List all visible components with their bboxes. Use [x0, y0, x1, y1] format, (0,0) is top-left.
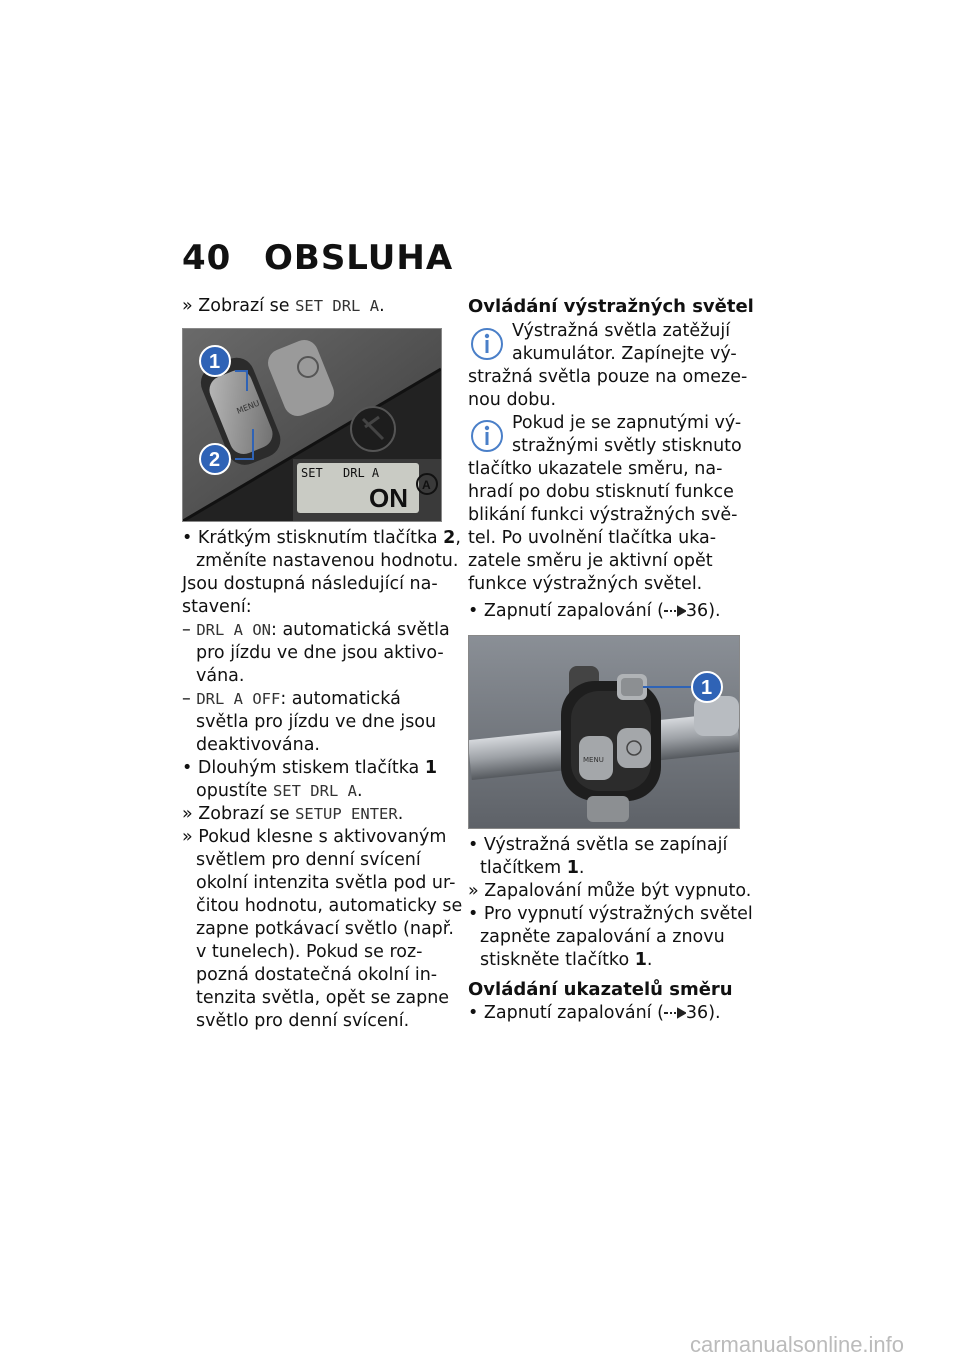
watermark: carmanualsonline.info [690, 1332, 905, 1357]
display-code: SET DRL A [295, 297, 380, 315]
result-line: » Zapalování může být vypnuto. [468, 881, 752, 901]
dash-line [182, 688, 401, 711]
text-line: světla pro jízdu ve dne jsou [196, 712, 437, 732]
text-line: tenzita světla, opět se zapne [196, 988, 450, 1008]
text: . [356, 781, 363, 801]
text-line: změníte nastavenou hodnotu. [196, 551, 459, 571]
callout-1: 1 [701, 677, 713, 699]
result-line [182, 295, 385, 318]
text: . [578, 858, 585, 878]
lcd-drl-icon: A [422, 478, 431, 492]
display-code: DRL A OFF [196, 690, 281, 708]
text-line: v tunelech). Pokud se roz- [196, 942, 423, 962]
bullet-line [468, 1002, 721, 1025]
bullet-line: • Pro vypnutí výstražných světel [468, 904, 753, 924]
bullet-line [182, 527, 461, 550]
note-line: nou dobu. [468, 390, 557, 410]
section-title: OBSLUHA [264, 238, 454, 278]
text: – [182, 620, 197, 640]
text: » Zobrazí se [182, 804, 296, 824]
page-ref: 36 [685, 1003, 709, 1023]
callout-2: 2 [209, 449, 221, 471]
text-line [196, 780, 363, 803]
text-line: okolní intenzita světla pod ur- [196, 873, 456, 893]
menu-button-label: MENU [583, 756, 604, 764]
text-line: zapne potkávací světlo (např. [196, 919, 454, 939]
figure-hazard-switch [468, 635, 740, 829]
note-line: funkce výstražných světel. [468, 574, 703, 594]
lcd-text-drl: DRL A [343, 466, 380, 480]
text-line: stavení: [182, 597, 252, 617]
text-line: vána. [196, 666, 245, 686]
text: , [455, 528, 461, 548]
info-icon [470, 322, 504, 366]
text-line: pro jízdu ve dne jsou aktivo- [196, 643, 444, 663]
text-line: deaktivována. [196, 735, 320, 755]
figure-handlebar-display [182, 328, 442, 522]
page-number: 40 [182, 238, 232, 278]
result-line: » Pokud klesne s aktivovaným [182, 827, 447, 847]
note-line: zatele směru je aktivní opět [468, 551, 713, 571]
text: : automatická světla [270, 620, 450, 640]
text-line: světlem pro denní svícení [196, 850, 421, 870]
note-line: blikání funkci výstražných svě- [468, 505, 738, 525]
text: : automatická [280, 689, 401, 709]
text-line: Jsou dostupná následující na- [182, 574, 438, 594]
text: opustíte [196, 781, 273, 801]
arrow-ref-icon [664, 1006, 686, 1020]
text: . [397, 804, 404, 824]
text-line: čitou hodnotu, automaticky se [196, 896, 463, 916]
text: ). [708, 1003, 721, 1023]
text: – [182, 689, 197, 709]
note-line: Výstražná světla zatěžují [512, 321, 731, 341]
text: . [646, 950, 653, 970]
callout-1: 1 [209, 351, 221, 373]
ref-number: 1 [566, 858, 579, 878]
page-ref: 36 [685, 601, 709, 621]
display-code: DRL A ON [196, 621, 271, 639]
text: • Zapnutí zapalování ( [468, 1003, 664, 1023]
text-line: pozná dostatečná okolní in- [196, 965, 438, 985]
text-line: zapněte zapalování a znovu [480, 927, 725, 947]
text: ). [708, 601, 721, 621]
figure-illustration [183, 329, 441, 521]
info-icon [470, 414, 504, 458]
text: tlačítkem [480, 858, 567, 878]
note-line: tlačítko ukazatele směru, na- [468, 459, 723, 479]
dash-line [182, 619, 450, 642]
note-line: tel. Po uvolnění tlačítka uka- [468, 528, 717, 548]
note-line: akumulátor. Zapínejte vý- [512, 344, 737, 364]
text: » Zobrazí se [182, 296, 296, 316]
note-line: hradí po dobu stisknutí funkce [468, 482, 734, 502]
heading-turn-signals: Ovládání ukazatelů směru [468, 979, 733, 1000]
display-code: SETUP ENTER [295, 805, 398, 823]
text: • Krátkým stisknutím tlačítka [182, 528, 444, 548]
bullet-line: • Výstražná světla se zapínají [468, 835, 728, 855]
lcd-value: ON [369, 483, 408, 513]
note-line: Pokud je se zapnutými vý- [512, 413, 742, 433]
menu-button-label: MENU [235, 398, 261, 416]
note-line: stražnými světly stisknuto [512, 436, 742, 456]
text-line [480, 949, 652, 972]
bullet-line [182, 757, 437, 780]
ref-number: 2 [443, 528, 456, 548]
arrow-ref-icon [664, 604, 686, 618]
display-code: SET DRL A [272, 782, 357, 800]
figure-illustration [469, 636, 739, 828]
text: stiskněte tlačítko [480, 950, 635, 970]
page-header [182, 238, 453, 278]
lcd-text-set: SET [301, 466, 323, 480]
note-line: stražná světla pouze na omeze- [468, 367, 748, 387]
text-line: světlo pro denní svícení. [196, 1011, 410, 1031]
result-line [182, 803, 403, 826]
text: • Dlouhým stiskem tlačítka [182, 758, 425, 778]
text-line [480, 857, 584, 880]
bullet-line [468, 600, 721, 623]
text: . [379, 296, 385, 316]
ref-number: 1 [424, 758, 438, 778]
text: • Zapnutí zapalování ( [468, 601, 664, 621]
ref-number: 1 [634, 950, 647, 970]
heading-hazard-lights: Ovládání výstražných světel [468, 296, 754, 317]
